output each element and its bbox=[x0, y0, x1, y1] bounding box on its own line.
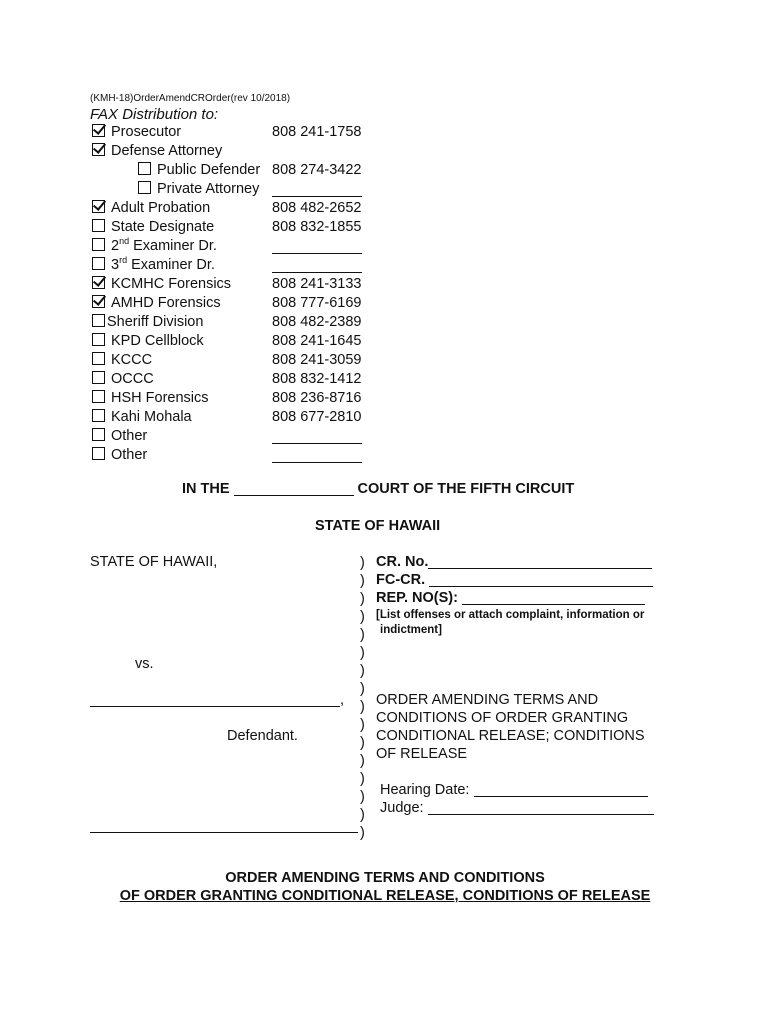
distribution-row-prosecutor bbox=[90, 124, 390, 143]
recipient-label: KPD Cellblock bbox=[111, 333, 204, 349]
offense-note-line-2: indictment] bbox=[380, 624, 442, 636]
checkbox[interactable] bbox=[92, 257, 105, 270]
fax-number-blank[interactable] bbox=[272, 443, 362, 444]
distribution-row-kahi-mohala bbox=[90, 409, 390, 428]
recipient-label: Examiner Dr. bbox=[127, 257, 215, 273]
order-title-line-1: ORDER AMENDING TERMS AND CONDITIONS bbox=[225, 870, 545, 886]
checkbox[interactable] bbox=[92, 352, 105, 365]
distribution-row-public-defender bbox=[90, 162, 390, 181]
fax-number: 808 241-1645 bbox=[272, 333, 362, 349]
distribution-row-amhd-forensics bbox=[90, 295, 390, 314]
recipient-label: Prosecutor bbox=[111, 124, 182, 140]
fax-number: 808 482-2389 bbox=[272, 314, 362, 330]
caption-title-line-1: ORDER AMENDING TERMS AND bbox=[376, 692, 599, 708]
cr-number-input[interactable] bbox=[428, 554, 652, 569]
defendant-name-blank[interactable] bbox=[90, 692, 340, 707]
rep-nos-input[interactable] bbox=[462, 590, 645, 605]
caption-bottom-rule bbox=[90, 818, 358, 834]
recipient-label: Other bbox=[111, 428, 148, 444]
fax-distribution-list bbox=[90, 124, 390, 466]
checkbox[interactable] bbox=[92, 428, 105, 441]
judge-label: Judge: bbox=[380, 800, 424, 816]
fax-number: 808 241-3059 bbox=[272, 352, 362, 368]
checkbox[interactable] bbox=[92, 409, 105, 422]
form-id: (KMH-18)OrderAmendCROrder(rev 10/2018) bbox=[90, 93, 291, 104]
recipient-label: Private Attorney bbox=[157, 181, 260, 197]
recipient-label: Kahi Mohala bbox=[111, 409, 192, 425]
checkbox[interactable] bbox=[138, 162, 151, 175]
fax-number-blank[interactable] bbox=[272, 272, 362, 273]
caption-title-line-4: OF RELEASE bbox=[376, 746, 468, 762]
checkbox[interactable] bbox=[92, 276, 105, 289]
ordinal-suffix: nd bbox=[119, 236, 130, 247]
distribution-row-defense-attorney bbox=[90, 143, 390, 162]
fc-cr-input[interactable] bbox=[429, 572, 653, 587]
distribution-row-other bbox=[90, 428, 390, 447]
ordinal-number: 2 bbox=[111, 238, 120, 254]
hearing-date-field bbox=[380, 782, 648, 798]
fax-number: 808 241-1758 bbox=[272, 124, 362, 140]
fax-number: 808 777-6169 bbox=[272, 295, 362, 311]
recipient-label: Defense Attorney bbox=[111, 143, 223, 159]
order-title-line-2: OF ORDER GRANTING CONDITIONAL RELEASE, CONDITIONS OF RELEASE bbox=[119, 888, 651, 904]
recipient-label: Adult Probation bbox=[111, 200, 211, 216]
defendant-label: Defendant. bbox=[227, 728, 298, 744]
court-heading bbox=[182, 481, 574, 497]
cr-number-field bbox=[376, 554, 652, 570]
checkbox[interactable] bbox=[92, 124, 105, 137]
fax-number: 808 832-1412 bbox=[272, 371, 362, 387]
distribution-row-kccc bbox=[90, 352, 390, 371]
rep-nos-label: REP. NO(S): bbox=[376, 590, 458, 606]
judge-input[interactable] bbox=[428, 800, 654, 815]
rep-nos-field bbox=[376, 590, 645, 606]
state-title: STATE OF HAWAII bbox=[315, 518, 441, 534]
distribution-row-private-attorney bbox=[90, 181, 390, 200]
recipient-label: Other bbox=[111, 447, 148, 463]
checkbox[interactable] bbox=[92, 447, 105, 460]
fax-number-blank[interactable] bbox=[272, 253, 362, 254]
judge-field bbox=[380, 800, 654, 816]
hearing-date-input[interactable] bbox=[474, 782, 648, 797]
fax-number: 808 832-1855 bbox=[272, 219, 362, 235]
recipient-label: KCCC bbox=[111, 352, 153, 368]
hearing-date-label: Hearing Date: bbox=[380, 782, 470, 798]
checkbox[interactable] bbox=[92, 390, 105, 403]
distribution-row-3rd-examiner bbox=[90, 257, 390, 276]
checkbox[interactable] bbox=[92, 238, 105, 251]
recipient-label: OCCC bbox=[111, 371, 154, 387]
distribution-row-occc bbox=[90, 371, 390, 390]
distribution-row-adult-probation bbox=[90, 200, 390, 219]
fax-number: 808 677-2810 bbox=[272, 409, 362, 425]
court-prefix: IN THE bbox=[182, 481, 230, 497]
recipient-label: Examiner Dr. bbox=[129, 238, 217, 254]
checkbox[interactable] bbox=[92, 219, 105, 232]
fax-number: 808 236-8716 bbox=[272, 390, 362, 406]
fax-number: 808 241-3133 bbox=[272, 276, 362, 292]
distribution-row-hsh-forensics bbox=[90, 390, 390, 409]
cr-number-label: CR. No. bbox=[376, 554, 429, 570]
distribution-row-kcmhc-forensics bbox=[90, 276, 390, 295]
ordinal-number: 3 bbox=[111, 257, 120, 273]
caption-title-line-3: CONDITIONAL RELEASE; CONDITIONS bbox=[376, 728, 645, 744]
checkbox[interactable] bbox=[92, 200, 105, 213]
fax-number: 808 274-3422 bbox=[272, 162, 362, 178]
checkbox[interactable] bbox=[92, 333, 105, 346]
fax-number: 808 482-2652 bbox=[272, 200, 362, 216]
recipient-label: Public Defender bbox=[157, 162, 261, 178]
recipient-label: HSH Forensics bbox=[111, 390, 209, 406]
fc-cr-label: FC-CR. bbox=[376, 572, 426, 588]
defendant-name-line bbox=[90, 692, 344, 708]
plaintiff-name: STATE OF HAWAII, bbox=[90, 554, 218, 570]
checkbox[interactable] bbox=[92, 143, 105, 156]
comma: , bbox=[340, 692, 345, 708]
distribution-row-state-designate bbox=[90, 219, 390, 238]
fax-number-blank[interactable] bbox=[272, 462, 362, 463]
checkbox[interactable] bbox=[138, 181, 151, 194]
fc-cr-field bbox=[376, 572, 653, 588]
checkbox[interactable] bbox=[92, 371, 105, 384]
recipient-label: Sheriff Division bbox=[107, 314, 204, 330]
distribution-row-sheriff-division bbox=[90, 314, 390, 333]
checkbox[interactable] bbox=[92, 295, 105, 308]
offense-note-line-1: [List offenses or attach complaint, information or bbox=[376, 609, 645, 621]
distribution-row-other bbox=[90, 447, 390, 466]
recipient-label: State Designate bbox=[111, 219, 215, 235]
ordinal-suffix: rd bbox=[119, 255, 128, 266]
distribution-row-kpd-cellblock bbox=[90, 333, 390, 352]
fax-distribution-title: FAX Distribution to: bbox=[90, 106, 219, 123]
versus-label: vs. bbox=[135, 656, 154, 672]
court-name-blank[interactable] bbox=[234, 481, 354, 496]
recipient-label: AMHD Forensics bbox=[111, 295, 221, 311]
fax-number-blank[interactable] bbox=[272, 196, 362, 197]
caption-title-line-2: CONDITIONS OF ORDER GRANTING bbox=[376, 710, 629, 726]
caption-divider: ) ) ) ) ) ) ) ) ) ) ) ) ) ) ) ) bbox=[360, 555, 365, 841]
checkbox[interactable] bbox=[92, 314, 105, 327]
distribution-row-2nd-examiner bbox=[90, 238, 390, 257]
court-suffix: COURT OF THE FIFTH CIRCUIT bbox=[357, 481, 575, 497]
recipient-label: KCMHC Forensics bbox=[111, 276, 232, 292]
